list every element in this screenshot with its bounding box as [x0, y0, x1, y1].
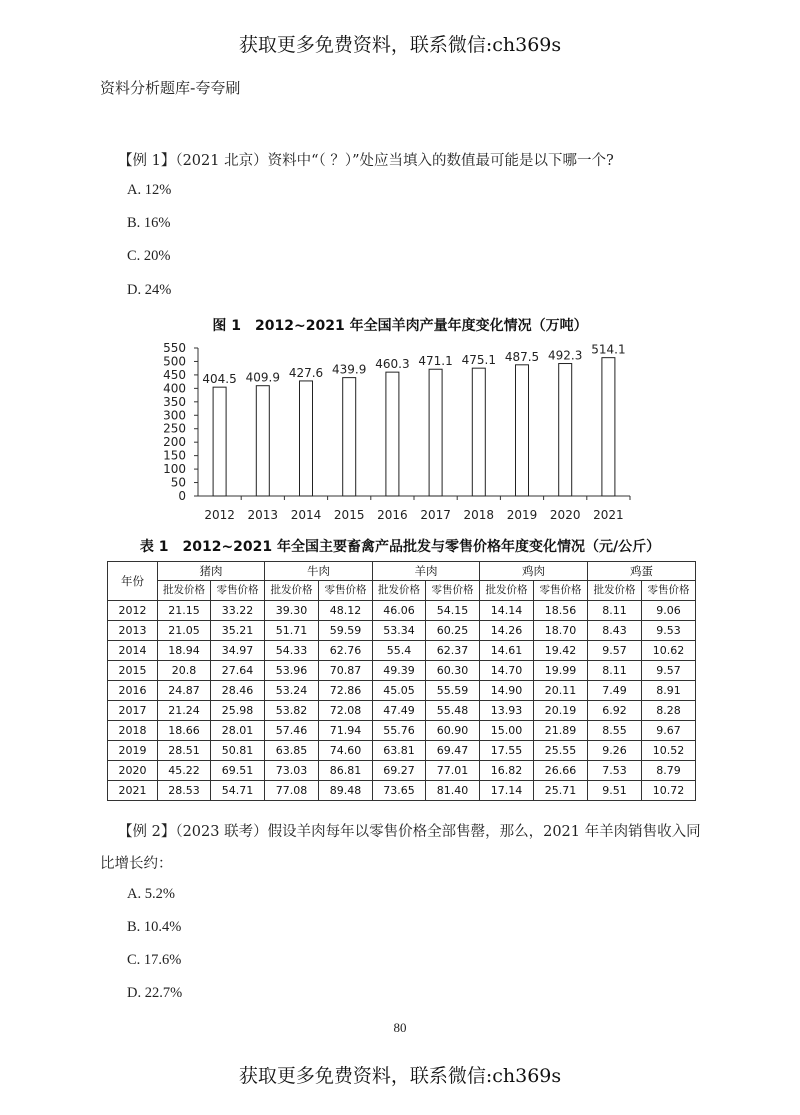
price-cell: 8.55 [588, 721, 642, 741]
price-cell: 54.15 [426, 601, 480, 621]
price-cell: 18.94 [158, 641, 211, 661]
watermark-top: 获取更多免费资料，联系微信:ch369s [238, 34, 562, 56]
price-cell: 9.06 [642, 601, 696, 621]
price-cell: 28.46 [211, 681, 265, 701]
q1-option-a: A. 12% [127, 182, 172, 198]
price-cell: 48.12 [319, 601, 373, 621]
price-cell: 62.76 [319, 641, 373, 661]
price-cell: 8.28 [642, 701, 696, 721]
retail-price-header: 零售价格 [534, 581, 588, 601]
y-tick-label: 50 [170, 475, 186, 490]
table-row [108, 721, 696, 741]
price-cell: 9.57 [642, 661, 696, 681]
price-cell: 70.87 [319, 661, 373, 681]
q1-option-c: C. 20% [127, 248, 171, 264]
wholesale-price-header: 批发价格 [265, 581, 319, 601]
bar-2019 [516, 365, 529, 496]
price-cell: 69.27 [373, 761, 426, 781]
bar-chart [150, 338, 650, 528]
data-label-2014: 427.6 [288, 365, 324, 380]
price-cell: 18.56 [534, 601, 588, 621]
watermark-bottom: 获取更多免费资料，联系微信:ch369s [238, 1065, 562, 1087]
wholesale-price-header: 批发价格 [480, 581, 534, 601]
y-tick-label: 100 [163, 462, 186, 477]
wholesale-price-header: 批发价格 [158, 581, 211, 601]
bar-2013 [256, 386, 269, 496]
price-cell: 34.97 [211, 641, 265, 661]
data-label-2019: 487.5 [504, 349, 540, 364]
year-cell: 2016 [108, 681, 158, 701]
y-tick-label: 400 [163, 381, 186, 396]
price-cell: 9.51 [588, 781, 642, 801]
table-row [108, 641, 696, 661]
data-label-2021: 514.1 [591, 342, 626, 357]
price-cell: 35.21 [211, 621, 265, 641]
data-label-2018: 475.1 [461, 353, 496, 368]
price-cell: 53.96 [265, 661, 319, 681]
wholesale-price-header: 批发价格 [373, 581, 426, 601]
price-cell: 14.70 [480, 661, 534, 681]
group-header-egg: 鸡蛋 [588, 562, 696, 581]
price-cell: 55.4 [373, 641, 426, 661]
price-cell: 47.49 [373, 701, 426, 721]
y-tick-label: 250 [163, 421, 186, 436]
price-cell: 8.11 [588, 601, 642, 621]
bar-2017 [429, 369, 442, 496]
price-cell: 71.94 [319, 721, 373, 741]
question-2-text-line1: 【例 2】（2023 联考）假设羊肉每年以零售价格全部售罄，那么，2021 年羊肉销售收入同 [118, 824, 701, 840]
year-cell: 2012 [108, 601, 158, 621]
price-cell: 54.71 [211, 781, 265, 801]
price-cell: 15.00 [480, 721, 534, 741]
price-cell: 73.65 [373, 781, 426, 801]
price-cell: 9.53 [642, 621, 696, 641]
price-cell: 8.91 [642, 681, 696, 701]
price-cell: 19.42 [534, 641, 588, 661]
year-cell: 2013 [108, 621, 158, 641]
bar-2018 [472, 368, 485, 496]
y-tick-label: 200 [163, 435, 186, 450]
price-cell: 77.08 [265, 781, 319, 801]
price-cell: 18.70 [534, 621, 588, 641]
wholesale-price-header: 批发价格 [588, 581, 642, 601]
price-cell: 10.72 [642, 781, 696, 801]
price-cell: 19.99 [534, 661, 588, 681]
x-tick-label-2016: 2016 [377, 508, 408, 522]
group-header-beef: 牛肉 [265, 562, 373, 581]
price-cell: 24.87 [158, 681, 211, 701]
price-cell: 55.59 [426, 681, 480, 701]
year-cell: 2017 [108, 701, 158, 721]
price-cell: 72.08 [319, 701, 373, 721]
figure-title: 图 1 2012~2021 年全国羊肉产量年度变化情况（万吨） [212, 318, 588, 334]
price-cell: 28.53 [158, 781, 211, 801]
price-cell: 63.85 [265, 741, 319, 761]
x-tick-label-2019: 2019 [506, 508, 538, 522]
price-cell: 69.51 [211, 761, 265, 781]
price-cell: 21.15 [158, 601, 211, 621]
price-cell: 14.61 [480, 641, 534, 661]
table-sub-header-row [108, 581, 696, 601]
data-label-2017: 471.1 [418, 354, 453, 369]
page-number: 80 [393, 1020, 407, 1035]
price-cell: 39.30 [265, 601, 319, 621]
q2-option-a: A. 5.2% [127, 886, 175, 902]
q2-option-d: D. 22.7% [127, 985, 183, 1001]
price-cell: 86.81 [319, 761, 373, 781]
bar-2021 [602, 358, 615, 496]
x-tick-label-2017: 2017 [420, 508, 451, 522]
price-cell: 57.46 [265, 721, 319, 741]
price-cell: 33.22 [211, 601, 265, 621]
group-header-mutton: 羊肉 [373, 562, 480, 581]
retail-price-header: 零售价格 [211, 581, 265, 601]
x-tick-label-2018: 2018 [463, 508, 495, 522]
retail-price-header: 零售价格 [319, 581, 373, 601]
question-1-text: 【例 1】（2021 北京）资料中“（ ？）”处应当填入的数值最可能是以下哪一个? [118, 153, 614, 169]
retail-price-header: 零售价格 [426, 581, 480, 601]
table-row [108, 681, 696, 701]
price-cell: 21.05 [158, 621, 211, 641]
y-tick-label: 350 [163, 394, 186, 409]
price-cell: 14.90 [480, 681, 534, 701]
price-cell: 69.47 [426, 741, 480, 761]
table-row [108, 701, 696, 721]
price-cell: 25.55 [534, 741, 588, 761]
price-cell: 25.98 [211, 701, 265, 721]
y-tick-label: 500 [163, 354, 186, 369]
price-cell: 8.79 [642, 761, 696, 781]
price-cell: 9.67 [642, 721, 696, 741]
data-label-2016: 460.3 [375, 357, 410, 372]
price-cell: 53.34 [373, 621, 426, 641]
price-cell: 18.66 [158, 721, 211, 741]
table-group-header-row [108, 562, 696, 581]
price-cell: 73.03 [265, 761, 319, 781]
price-cell: 45.05 [373, 681, 426, 701]
price-cell: 28.01 [211, 721, 265, 741]
y-tick-label: 150 [163, 448, 186, 463]
group-header-chicken: 鸡肉 [480, 562, 588, 581]
price-cell: 60.30 [426, 661, 480, 681]
data-label-2013: 409.9 [245, 370, 280, 385]
price-cell: 17.14 [480, 781, 534, 801]
price-cell: 62.37 [426, 641, 480, 661]
table-row [108, 781, 696, 801]
y-tick-label: 550 [163, 341, 186, 355]
table-row [108, 661, 696, 681]
price-cell: 20.11 [534, 681, 588, 701]
y-tick-label: 450 [163, 367, 186, 382]
price-cell: 10.52 [642, 741, 696, 761]
year-cell: 2021 [108, 781, 158, 801]
year-cell: 2014 [108, 641, 158, 661]
price-cell: 55.48 [426, 701, 480, 721]
data-label-2020: 492.3 [548, 348, 583, 363]
price-cell: 45.22 [158, 761, 211, 781]
price-cell: 53.24 [265, 681, 319, 701]
group-header-pork: 猪肉 [158, 562, 265, 581]
year-cell: 2020 [108, 761, 158, 781]
price-cell: 77.01 [426, 761, 480, 781]
price-cell: 74.60 [319, 741, 373, 761]
price-cell: 28.51 [158, 741, 211, 761]
year-cell: 2018 [108, 721, 158, 741]
q2-option-b: B. 10.4% [127, 919, 182, 935]
price-cell: 81.40 [426, 781, 480, 801]
price-cell: 16.82 [480, 761, 534, 781]
bar-2014 [300, 381, 313, 496]
price-cell: 54.33 [265, 641, 319, 661]
price-cell: 49.39 [373, 661, 426, 681]
q1-option-b: B. 16% [127, 215, 171, 231]
price-cell: 60.90 [426, 721, 480, 741]
table-row [108, 621, 696, 641]
table-title: 表 1 2012~2021 年全国主要畜禽产品批发与零售价格年度变化情况（元/公斤） [139, 539, 661, 555]
price-cell: 20.19 [534, 701, 588, 721]
price-cell: 59.59 [319, 621, 373, 641]
bar-2015 [343, 378, 356, 496]
table-row [108, 601, 696, 621]
price-cell: 14.14 [480, 601, 534, 621]
price-cell: 72.86 [319, 681, 373, 701]
table-row [108, 741, 696, 761]
price-cell: 8.43 [588, 621, 642, 641]
price-cell: 21.24 [158, 701, 211, 721]
price-cell: 55.76 [373, 721, 426, 741]
price-cell: 14.26 [480, 621, 534, 641]
price-cell: 53.82 [265, 701, 319, 721]
q1-option-d: D. 24% [127, 282, 172, 298]
price-cell: 89.48 [319, 781, 373, 801]
x-tick-label-2020: 2020 [549, 508, 581, 522]
y-tick-label: 0 [178, 489, 186, 503]
price-table [107, 561, 696, 801]
price-cell: 20.8 [158, 661, 211, 681]
x-tick-label-2021: 2021 [593, 508, 624, 522]
data-label-2012: 404.5 [202, 372, 237, 387]
price-cell: 51.71 [265, 621, 319, 641]
retail-price-header: 零售价格 [642, 581, 696, 601]
q2-option-c: C. 17.6% [127, 952, 182, 968]
price-cell: 50.81 [211, 741, 265, 761]
x-tick-label-2014: 2014 [290, 508, 322, 522]
price-cell: 46.06 [373, 601, 426, 621]
price-cell: 17.55 [480, 741, 534, 761]
price-cell: 60.25 [426, 621, 480, 641]
bar-2016 [386, 372, 399, 496]
x-tick-label-2013: 2013 [247, 508, 279, 522]
price-cell: 8.11 [588, 661, 642, 681]
price-cell: 63.81 [373, 741, 426, 761]
price-cell: 21.89 [534, 721, 588, 741]
bar-2020 [559, 364, 572, 496]
price-cell: 10.62 [642, 641, 696, 661]
table-row [108, 761, 696, 781]
price-cell: 7.49 [588, 681, 642, 701]
price-cell: 9.26 [588, 741, 642, 761]
question-2-text-line2: 比增长约： [100, 856, 173, 872]
price-cell: 27.64 [211, 661, 265, 681]
price-cell: 7.53 [588, 761, 642, 781]
price-cell: 26.66 [534, 761, 588, 781]
year-cell: 2019 [108, 741, 158, 761]
year-header: 年份 [108, 562, 158, 601]
price-cell: 9.57 [588, 641, 642, 661]
year-cell: 2015 [108, 661, 158, 681]
price-cell: 25.71 [534, 781, 588, 801]
x-tick-label-2012: 2012 [204, 508, 235, 522]
y-tick-label: 300 [163, 408, 186, 423]
page-header: 资料分析题库-夸夸刷 [100, 79, 241, 97]
data-label-2015: 439.9 [332, 362, 367, 377]
bar-2012 [213, 387, 226, 496]
price-cell: 13.93 [480, 701, 534, 721]
x-tick-label-2015: 2015 [333, 508, 365, 522]
price-cell: 6.92 [588, 701, 642, 721]
